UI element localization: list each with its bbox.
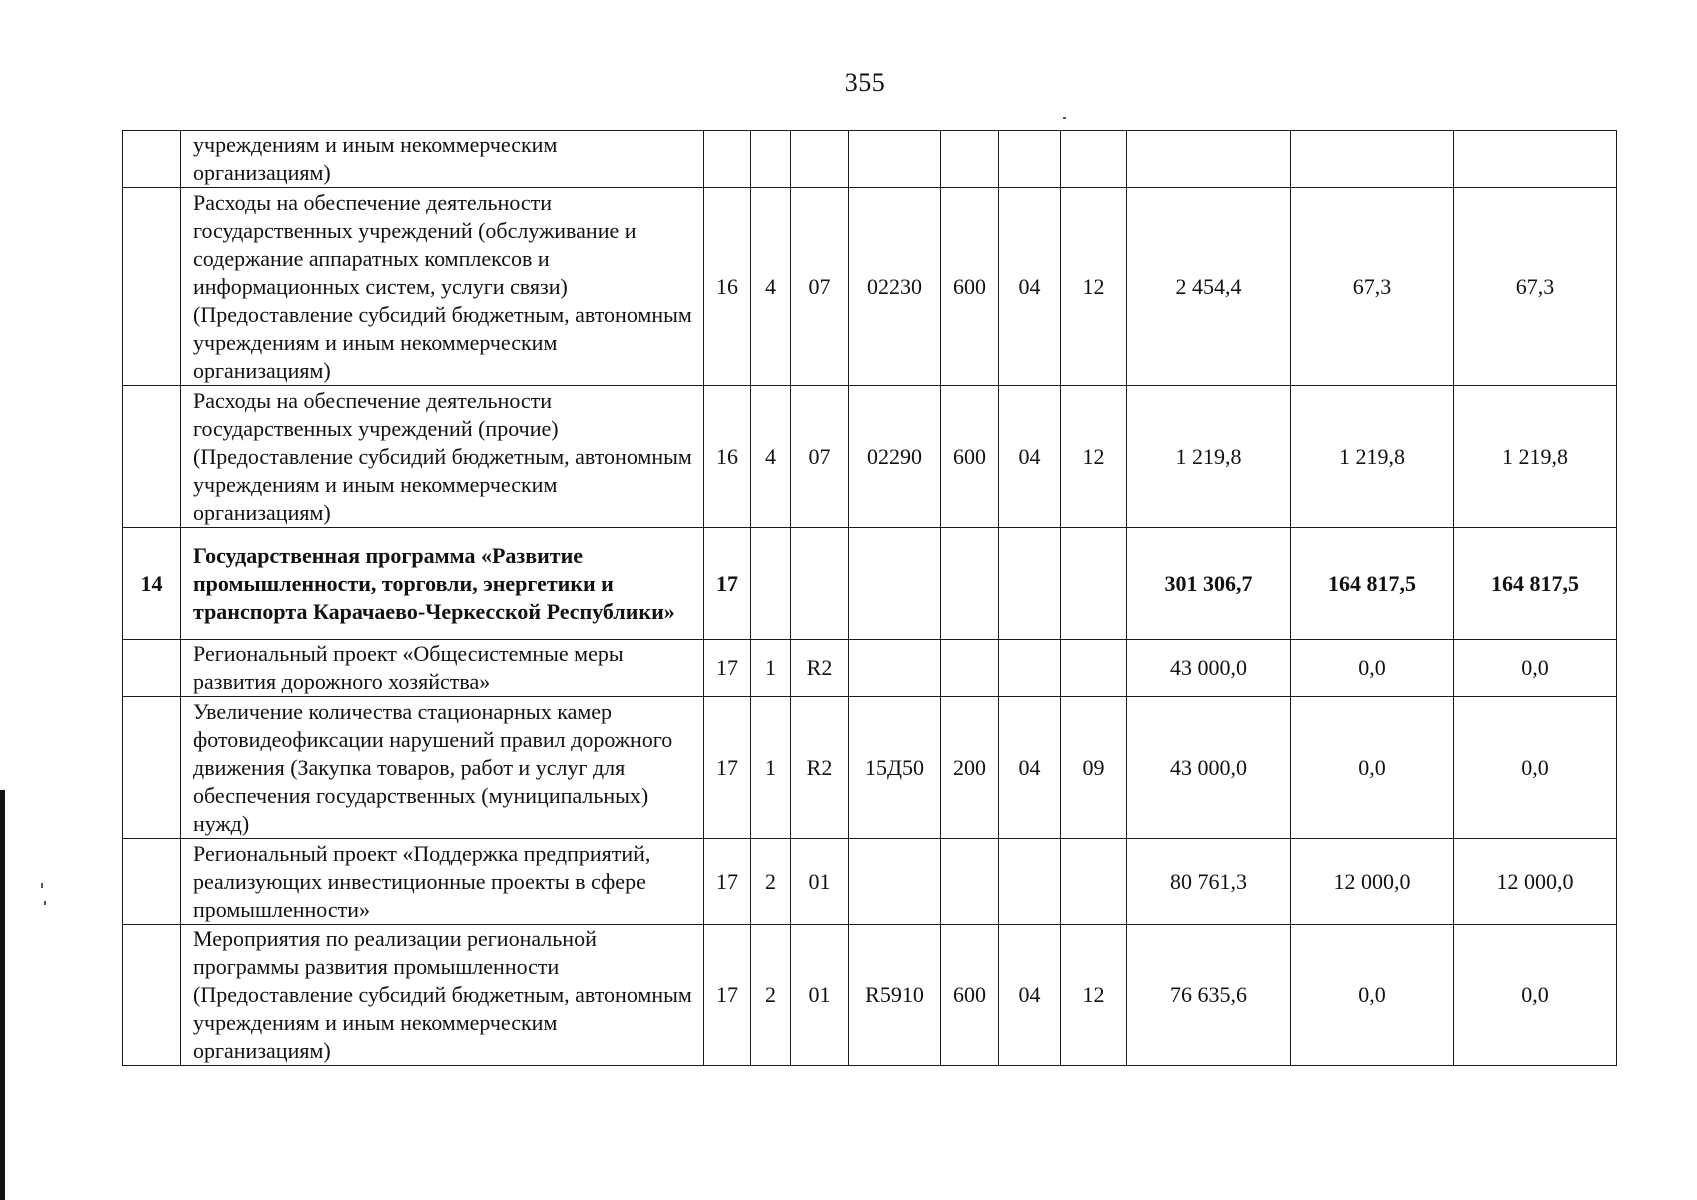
code-cell: 600	[941, 386, 999, 528]
row-name-cell: Государственная программа «Развитие промышленности, торговли, энергетики и транспорта Карачаево-Черкесской Республики»	[181, 528, 704, 640]
code-cell	[791, 528, 849, 640]
code-cell: R2	[791, 697, 849, 839]
code-cell	[941, 131, 999, 188]
row-number-cell	[123, 188, 181, 386]
code-cell: 12	[1061, 925, 1127, 1066]
table-row-program-total	[123, 528, 1617, 640]
code-cell: 17	[704, 528, 751, 640]
code-cell: 1	[751, 640, 791, 697]
code-cell: 07	[791, 386, 849, 528]
row-number-cell	[123, 697, 181, 839]
amount-cell: 1 219,8	[1127, 386, 1291, 528]
row-number-cell	[123, 640, 181, 697]
row-number-cell	[123, 131, 181, 188]
code-cell: 16	[704, 188, 751, 386]
code-cell	[1061, 528, 1127, 640]
code-cell	[849, 839, 941, 925]
scan-edge-shadow	[0, 790, 5, 1200]
amount-cell: 43 000,0	[1127, 697, 1291, 839]
code-cell: 16	[704, 386, 751, 528]
code-cell	[704, 131, 751, 188]
row-name-cell: Расходы на обеспечение деятельности государственных учреждений (прочие) (Предоставление субсидий бюджетным, автономным учреждениям и иным некоммерческим организациям)	[181, 386, 704, 528]
scan-speck	[1063, 117, 1066, 119]
code-cell: 17	[704, 640, 751, 697]
table-row	[123, 839, 1617, 925]
code-cell: 12	[1061, 188, 1127, 386]
code-cell: 04	[999, 386, 1061, 528]
row-name-cell: Увеличение количества стационарных камер фотовидеофиксации нарушений правил дорожного движения (Закупка товаров, работ и услуг для обеспечения государственных (муниципальных) нужд)	[181, 697, 704, 839]
amount-cell: 67,3	[1454, 188, 1617, 386]
code-cell: 1	[751, 697, 791, 839]
scan-speck	[44, 901, 46, 905]
code-cell	[999, 528, 1061, 640]
code-cell	[1061, 131, 1127, 188]
code-cell: 600	[941, 188, 999, 386]
amount-cell: 0,0	[1454, 925, 1617, 1066]
table-row	[123, 131, 1617, 188]
code-cell	[751, 131, 791, 188]
row-number-cell	[123, 925, 181, 1066]
table-row	[123, 697, 1617, 839]
code-cell: 01	[791, 839, 849, 925]
code-cell: 02290	[849, 386, 941, 528]
row-name-cell: Региональный проект «Поддержка предприятий, реализующих инвестиционные проекты в сфере промышленности»	[181, 839, 704, 925]
code-cell	[1061, 839, 1127, 925]
code-cell: 02230	[849, 188, 941, 386]
page-number: 355	[844, 68, 886, 97]
amount-cell: 1 219,8	[1454, 386, 1617, 528]
row-number-cell: 14	[123, 528, 181, 640]
code-cell: 17	[704, 697, 751, 839]
code-cell	[751, 528, 791, 640]
code-cell: 04	[999, 697, 1061, 839]
code-cell	[849, 131, 941, 188]
scan-speck	[41, 883, 43, 888]
code-cell	[999, 839, 1061, 925]
row-name-cell: учреждениям и иным некоммерческим организациям)	[181, 131, 704, 188]
code-cell: 17	[704, 925, 751, 1066]
code-cell: 01	[791, 925, 849, 1066]
code-cell	[791, 131, 849, 188]
code-cell	[999, 640, 1061, 697]
code-cell	[849, 640, 941, 697]
code-cell	[941, 839, 999, 925]
amount-cell: 0,0	[1454, 697, 1617, 839]
code-cell	[849, 528, 941, 640]
amount-cell: 0,0	[1291, 925, 1454, 1066]
code-cell: 17	[704, 839, 751, 925]
amount-cell: 1 219,8	[1291, 386, 1454, 528]
amount-cell: 301 306,7	[1127, 528, 1291, 640]
amount-cell: 0,0	[1454, 640, 1617, 697]
code-cell: 12	[1061, 386, 1127, 528]
code-cell: R2	[791, 640, 849, 697]
code-cell: 200	[941, 697, 999, 839]
code-cell: 2	[751, 839, 791, 925]
row-name-cell: Расходы на обеспечение деятельности государственных учреждений (обслуживание и содержание аппаратных комплексов и информационных систем, услуги связи) (Предоставление субсидий бюджетным, автономным учреждениям и иным некоммерческим организациям)	[181, 188, 704, 386]
budget-table	[122, 130, 1617, 1066]
code-cell: 600	[941, 925, 999, 1066]
code-cell: 4	[751, 386, 791, 528]
amount-cell: 12 000,0	[1454, 839, 1617, 925]
code-cell: R5910	[849, 925, 941, 1066]
row-number-cell	[123, 386, 181, 528]
amount-cell	[1454, 131, 1617, 188]
table-row	[123, 188, 1617, 386]
code-cell: 2	[751, 925, 791, 1066]
row-number-cell	[123, 839, 181, 925]
code-cell: 15Д50	[849, 697, 941, 839]
code-cell: 04	[999, 925, 1061, 1066]
row-name-cell: Региональный проект «Общесистемные меры развития дорожного хозяйства»	[181, 640, 704, 697]
code-cell	[999, 131, 1061, 188]
amount-cell: 76 635,6	[1127, 925, 1291, 1066]
amount-cell: 164 817,5	[1454, 528, 1617, 640]
amount-cell: 0,0	[1291, 697, 1454, 839]
table-row	[123, 640, 1617, 697]
row-name-cell: Мероприятия по реализации региональной программы развития промышленности (Предоставление субсидий бюджетным, автономным учреждениям и иным некоммерческим организациям)	[181, 925, 704, 1066]
code-cell	[941, 528, 999, 640]
amount-cell: 2 454,4	[1127, 188, 1291, 386]
code-cell: 4	[751, 188, 791, 386]
code-cell	[941, 640, 999, 697]
amount-cell: 164 817,5	[1291, 528, 1454, 640]
amount-cell: 80 761,3	[1127, 839, 1291, 925]
amount-cell	[1291, 131, 1454, 188]
code-cell	[1061, 640, 1127, 697]
table-row	[123, 386, 1617, 528]
amount-cell: 43 000,0	[1127, 640, 1291, 697]
amount-cell: 12 000,0	[1291, 839, 1454, 925]
code-cell: 07	[791, 188, 849, 386]
table-row	[123, 925, 1617, 1066]
amount-cell: 67,3	[1291, 188, 1454, 386]
code-cell: 04	[999, 188, 1061, 386]
code-cell: 09	[1061, 697, 1127, 839]
amount-cell: 0,0	[1291, 640, 1454, 697]
amount-cell	[1127, 131, 1291, 188]
